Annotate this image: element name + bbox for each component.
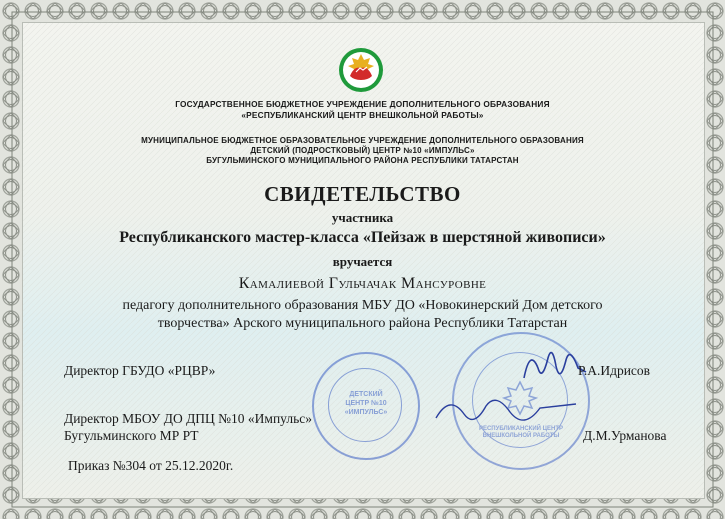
org2-line2: ДЕТСКИЙ (ПОДРОСТКОВЫЙ) ЦЕНТР №10 «ИМПУЛЬС» — [250, 146, 475, 155]
awarded-label: вручается — [332, 254, 393, 269]
signer2-title-line2: Бугульминского МР РТ — [64, 428, 199, 443]
round-stamp-icon — [312, 352, 420, 460]
signer2-name: Д.М.Урманова — [583, 428, 667, 443]
recipient-name: Камалиевой Гульчачак Мансуровне — [238, 275, 487, 292]
signer2-title-line1: Директор МБОУ ДО ДПЦ №10 «Импульс» — [64, 411, 312, 426]
position-line1: педагогу дополнительного образования МБУ ДО «Новокинерский Дом детского — [122, 298, 603, 313]
org1-line2: «РЕСПУБЛИКАНСКИЙ ЦЕНТР ВНЕШКОЛЬНОЙ РАБОТЫ» — [241, 110, 484, 120]
org1-line1: ГОСУДАРСТВЕННОЕ БЮДЖЕТНОЕ УЧРЕЖДЕНИЕ ДОПОЛНИТЕЛЬНОГО ОБРАЗОВАНИЯ — [175, 99, 550, 109]
certificate-title: СВИДЕТЕЛЬСТВО — [264, 182, 461, 206]
stamp1-text: ДЕТСКИЙ ЦЕНТР №10 «ИМПУЛЬС» — [344, 391, 388, 416]
org2-line3: БУГУЛЬМИНСКОГО МУНИЦИПАЛЬНОГО РАЙОНА РЕСПУБЛИКИ ТАТАРСТАН — [206, 156, 519, 165]
signer1-title: Директор ГБУДО «РЦВР» — [64, 363, 216, 378]
signature-icon — [430, 388, 580, 438]
org2-line1: МУНИЦИПАЛЬНОЕ БЮДЖЕТНОЕ ОБРАЗОВАТЕЛЬНОЕ УЧРЕЖДЕНИЕ ДОПОЛНИТЕЛЬНОГО ОБРАЗОВАНИЯ — [141, 136, 584, 145]
tatarstan-emblem-icon — [334, 46, 388, 94]
signer1-name: Р.А.Идрисов — [578, 363, 651, 378]
order-reference: Приказ №304 от 25.12.2020г. — [68, 458, 234, 473]
stamp2-text: РЕСПУБЛИКАНСКИЙ ЦЕНТР ВНЕШКОЛЬНОЙ РАБОТЫ — [478, 426, 564, 439]
certificate-subtitle: участника — [331, 210, 394, 225]
position-line2: творчества» Арского муниципального района Республики Татарстан — [157, 316, 568, 331]
event-name: Республиканского мастер-класса «Пейзаж в шерстяной живописи» — [119, 229, 606, 246]
